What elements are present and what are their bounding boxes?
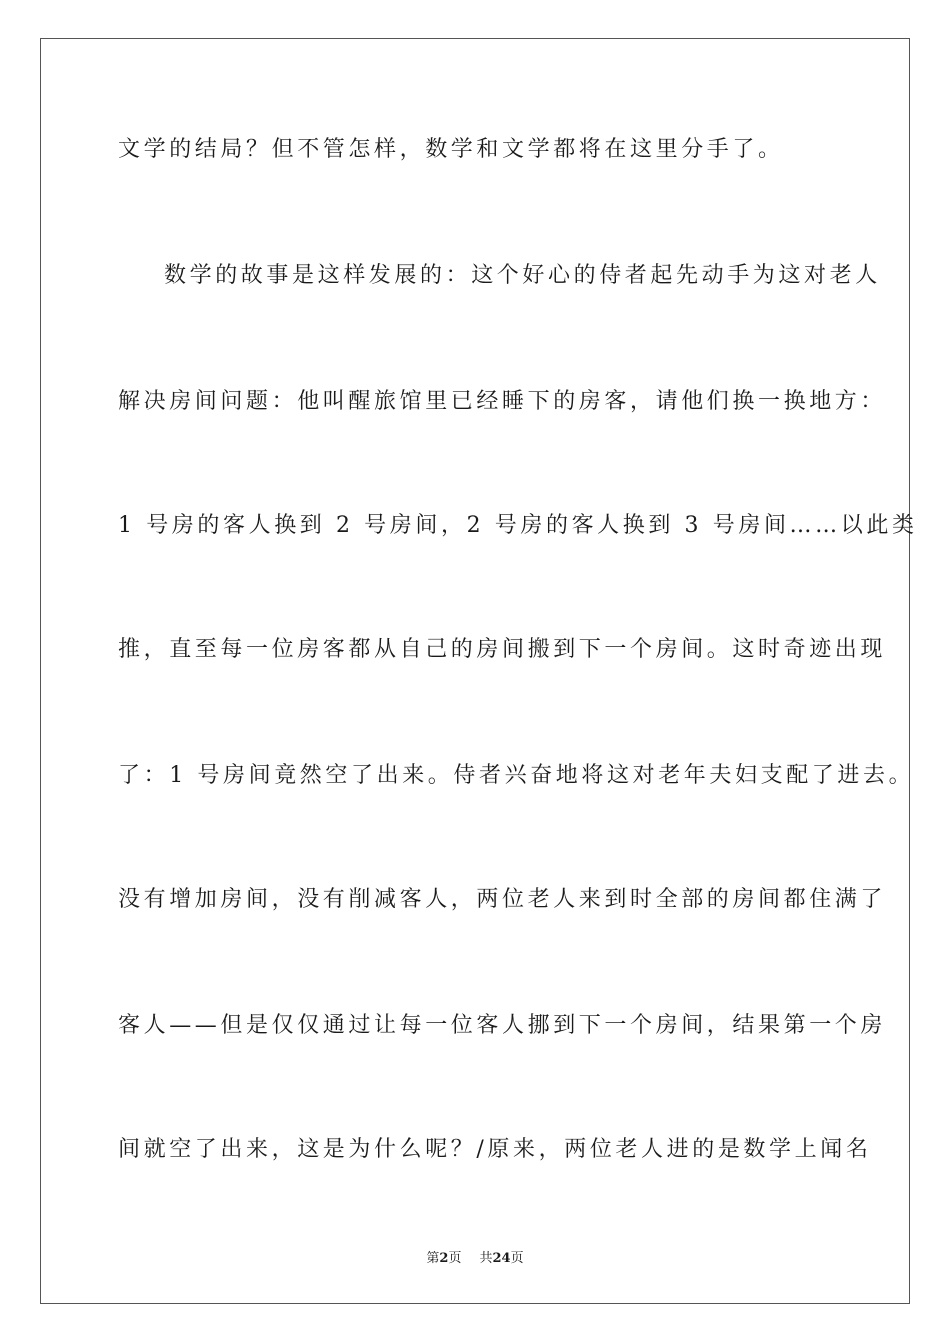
- text-line-3: 解决房间问题：他叫醒旅馆里已经睡下的房客，请他们换一换地方：: [118, 389, 887, 414]
- page-suffix: 页: [448, 1251, 462, 1266]
- total-prefix: 共: [479, 1251, 493, 1266]
- page-footer: [0, 1247, 950, 1266]
- page-number: 2: [439, 1251, 449, 1266]
- text-line-4: 1 号房的客人换到 2 号房间，2 号房的客人换到 3 号房间……以此类: [118, 513, 918, 538]
- text-line-6: 了：1 号房间竟然空了出来。侍者兴奋地将这对老年夫妇支配了进去。: [118, 763, 915, 788]
- text-line-5: 推，直至每一位房客都从自己的房间搬到下一个房间。这时奇迹出现: [118, 637, 887, 662]
- page-border: [40, 38, 918, 1304]
- total-suffix: 页: [510, 1251, 524, 1266]
- text-line-1: 文学的结局？但不管怎样，数学和文学都将在这里分手了。: [118, 137, 784, 162]
- text-line-9: 间就空了出来，这是为什么呢？/原来，两位老人进的是数学上闻名: [118, 1137, 872, 1162]
- text-line-2: 数学的故事是这样发展的：这个好心的侍者起先动手为这对老人: [164, 263, 881, 288]
- text-line-7: 没有增加房间，没有削减客人，两位老人来到时全部的房间都住满了: [118, 887, 887, 912]
- page-prefix: 第: [426, 1251, 440, 1266]
- total-pages: 24: [492, 1251, 511, 1266]
- text-line-8: 客人——但是仅仅通过让每一位客人挪到下一个房间，结果第一个房: [118, 1013, 887, 1038]
